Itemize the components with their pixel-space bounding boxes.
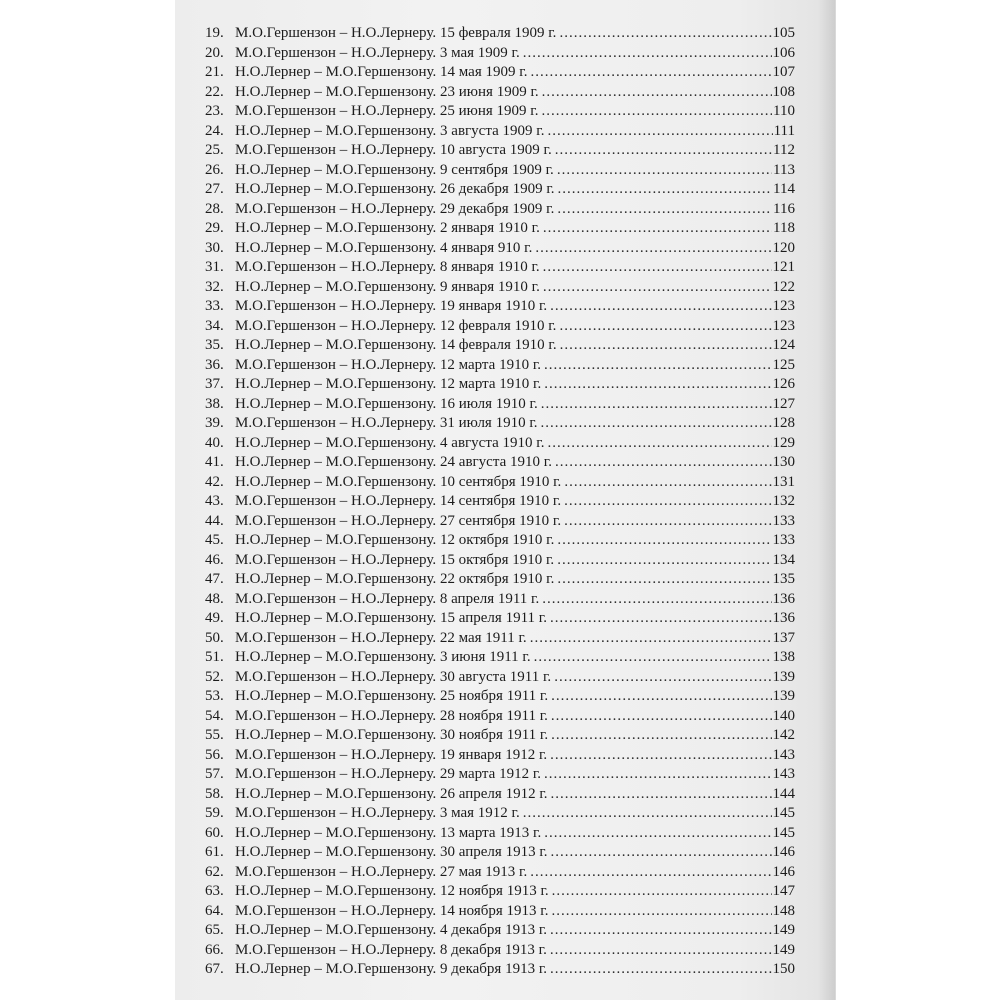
toc-entry-title: Н.О.Лернер – М.О.Гершензону. 9 декабря 1913 г. (235, 961, 548, 977)
toc-entry-title: Н.О.Лернер – М.О.Гершензону. 14 февраля 1910 г. (235, 337, 557, 353)
toc-page-number: 135 (772, 571, 795, 587)
toc-entry-number: 62. (205, 863, 224, 880)
toc-page-number: 145 (772, 824, 795, 841)
toc-dot-leader (550, 609, 772, 629)
toc-page-number: 111 (773, 122, 795, 139)
toc-dot-leader (543, 219, 772, 239)
toc-entry-title: М.О.Гершензон – Н.О.Лернеру. 8 января 1910 г. (235, 259, 540, 275)
toc-entry (205, 531, 795, 551)
toc-entry (205, 473, 795, 493)
toc-page-number: 123 (772, 298, 795, 314)
toc-page-number: 112 (773, 142, 795, 158)
toc-entry-title: Н.О.Лернер – М.О.Гершензону. 2 января 1910 г. (235, 220, 540, 236)
toc-dot-leader (544, 375, 771, 395)
toc-dot-leader (551, 843, 772, 863)
toc-entry (205, 843, 795, 863)
toc-entry-title: М.О.Гершензон – Н.О.Лернеру. 29 декабря 1909 г. (235, 200, 555, 217)
toc-page-number: 144 (772, 785, 795, 802)
toc-entry-title: Н.О.Лернер – М.О.Гершензону. 13 марта 1913 г. (235, 824, 542, 841)
toc-entry-title: Н.О.Лернер – М.О.Гершензону. 14 мая 1909 г. (235, 64, 528, 80)
toc-page-number: 133 (772, 532, 795, 548)
toc-entry-number: 46. (205, 551, 224, 568)
toc-entry-number: 50. (205, 629, 224, 646)
toc-entry (205, 492, 795, 512)
toc-entry-number: 26. (205, 161, 224, 178)
page-edge-shadow (818, 0, 836, 1000)
toc-dot-leader (557, 570, 771, 590)
toc-entry-number: 21. (205, 64, 224, 80)
toc-page-number: 149 (772, 941, 795, 958)
toc-dot-leader (551, 726, 771, 746)
toc-entry-number: 23. (205, 103, 224, 119)
toc-dot-leader (552, 882, 772, 902)
toc-entry-number: 56. (205, 746, 224, 763)
toc-page-number: 127 (772, 395, 795, 412)
toc-entry (205, 921, 795, 941)
toc-dot-leader (557, 161, 772, 181)
toc-dot-leader (555, 453, 772, 473)
toc-page-number: 123 (772, 317, 795, 334)
toc-page-number: 137 (772, 629, 795, 646)
toc-entry (205, 785, 795, 805)
toc-entry-title: Н.О.Лернер – М.О.Гершензону. 4 декабря 1913 г. (235, 922, 548, 938)
toc-entry (205, 609, 795, 629)
toc-entry (205, 395, 795, 415)
toc-page-number: 120 (772, 239, 795, 256)
toc-entry-title: М.О.Гершензон – Н.О.Лернеру. 25 июня 1909 г. (235, 103, 539, 119)
toc-entry (205, 258, 795, 278)
toc-page-number: 149 (772, 922, 795, 938)
toc-entry-title: Н.О.Лернер – М.О.Гершензону. 4 августа 1910 г. (235, 434, 545, 451)
toc-dot-leader (559, 317, 771, 337)
toc-page-number: 118 (773, 220, 795, 236)
toc-entry-number: 36. (205, 356, 224, 373)
toc-entry (205, 863, 795, 883)
toc-entry-title: Н.О.Лернер – М.О.Гершензону. 23 июня 1909 г. (235, 83, 539, 100)
toc-entry (205, 746, 795, 766)
toc-dot-leader (557, 531, 771, 551)
toc-page-number: 146 (772, 844, 795, 860)
toc-entry-number: 45. (205, 532, 224, 548)
toc-entry-title: М.О.Гершензон – Н.О.Лернеру. 15 октября 1910 г. (235, 551, 555, 568)
toc-entry (205, 63, 795, 83)
toc-entry-title: Н.О.Лернер – М.О.Гершензону. 10 сентября 1910 г. (235, 473, 562, 490)
toc-entry-title: М.О.Гершензон – Н.О.Лернеру. 27 сентября 1910 г. (235, 512, 562, 529)
toc-entry-title: Н.О.Лернер – М.О.Гершензону. 25 ноября 1911 г. (235, 688, 549, 704)
toc-entry-number: 64. (205, 902, 224, 919)
toc-entry-title: Н.О.Лернер – М.О.Гершензону. 22 октября 1910 г. (235, 571, 555, 587)
toc-dot-leader (541, 102, 772, 122)
toc-entry (205, 824, 795, 844)
toc-entry-number: 52. (205, 668, 224, 685)
toc-dot-leader (534, 648, 772, 668)
toc-entry-number: 33. (205, 298, 224, 314)
toc-page-number: 129 (772, 434, 795, 451)
toc-entry (205, 453, 795, 473)
table-of-contents (205, 24, 795, 980)
toc-entry (205, 317, 795, 337)
toc-entry-number: 58. (205, 785, 224, 802)
toc-dot-leader (557, 551, 771, 571)
toc-entry-number: 30. (205, 239, 224, 256)
toc-entry (205, 200, 795, 220)
toc-dot-leader (542, 590, 771, 610)
toc-page-number: 130 (772, 454, 795, 470)
toc-entry-number: 34. (205, 317, 224, 334)
toc-entry-number: 59. (205, 805, 224, 821)
toc-entry-title: М.О.Гершензон – Н.О.Лернеру. 31 июля 1910 г. (235, 415, 538, 431)
toc-page-number: 134 (772, 551, 795, 568)
toc-entry (205, 882, 795, 902)
toc-entry-title: М.О.Гершензон – Н.О.Лернеру. 19 января 1910 г. (235, 298, 548, 314)
toc-page-number: 105 (772, 25, 795, 41)
toc-page-number: 146 (772, 863, 795, 880)
toc-entry (205, 102, 795, 122)
toc-dot-leader (551, 707, 772, 727)
toc-entry (205, 551, 795, 571)
toc-entry (205, 804, 795, 824)
toc-dot-leader (543, 258, 772, 278)
toc-dot-leader (543, 278, 772, 298)
toc-page-number: 108 (772, 83, 795, 100)
toc-entry-number: 51. (205, 649, 224, 665)
toc-page-number: 139 (772, 668, 795, 685)
toc-entry-title: Н.О.Лернер – М.О.Гершензону. 9 сентября 1909 г. (235, 161, 554, 178)
toc-dot-leader (564, 512, 771, 532)
toc-entry-title: Н.О.Лернер – М.О.Гершензону. 15 апреля 1911 г. (235, 610, 547, 626)
toc-entry-title: М.О.Гершензон – Н.О.Лернеру. 19 января 1912 г. (235, 746, 548, 763)
toc-entry (205, 278, 795, 298)
toc-entry (205, 161, 795, 181)
toc-page-number: 110 (773, 103, 795, 119)
toc-dot-leader (560, 336, 772, 356)
toc-entry (205, 434, 795, 454)
toc-entry-number: 60. (205, 824, 224, 841)
toc-entry-number: 53. (205, 688, 224, 704)
toc-entry-title: М.О.Гершензон – Н.О.Лернеру. 22 мая 1911 г. (235, 629, 527, 646)
toc-page-number: 148 (772, 902, 795, 919)
toc-page-number: 125 (772, 356, 795, 373)
toc-dot-leader (551, 902, 771, 922)
toc-entry (205, 512, 795, 532)
toc-entry-number: 40. (205, 434, 224, 451)
toc-entry-title: М.О.Гершензон – Н.О.Лернеру. 15 февраля 1909 г. (235, 25, 557, 41)
toc-entry (205, 44, 795, 64)
toc-entry-number: 20. (205, 44, 224, 61)
toc-entry-number: 27. (205, 181, 224, 197)
toc-page-number: 121 (772, 259, 795, 275)
toc-dot-leader (554, 668, 771, 688)
toc-page-number: 124 (772, 337, 795, 353)
toc-entry (205, 83, 795, 103)
toc-entry-number: 67. (205, 961, 224, 977)
toc-entry-number: 28. (205, 200, 224, 217)
toc-dot-leader (564, 492, 771, 512)
toc-entry-title: Н.О.Лернер – М.О.Гершензону. 3 августа 1909 г. (235, 122, 545, 139)
toc-entry (205, 590, 795, 610)
toc-entry-title: М.О.Гершензон – Н.О.Лернеру. 10 августа 1909 г. (235, 142, 552, 158)
toc-entry-number: 63. (205, 883, 224, 899)
toc-entry-title: Н.О.Лернер – М.О.Гершензону. 16 июля 1910 г. (235, 395, 538, 412)
toc-entry-title: М.О.Гершензон – Н.О.Лернеру. 14 ноября 1913 г. (235, 902, 549, 919)
toc-dot-leader (544, 765, 771, 785)
toc-entry-title: М.О.Гершензон – Н.О.Лернеру. 12 февраля 1910 г. (235, 317, 557, 334)
toc-dot-leader (555, 141, 772, 161)
toc-page-number: 133 (772, 512, 795, 529)
toc-page-number: 145 (772, 805, 795, 821)
toc-page-number: 113 (773, 161, 795, 178)
toc-page-number: 143 (772, 746, 795, 763)
toc-entry-number: 57. (205, 766, 224, 782)
toc-entry-number: 66. (205, 941, 224, 958)
toc-entry-title: М.О.Гершензон – Н.О.Лернеру. 28 ноября 1911 г. (235, 707, 548, 724)
toc-entry (205, 219, 795, 239)
toc-entry (205, 765, 795, 785)
toc-entry-number: 22. (205, 83, 224, 100)
toc-dot-leader (550, 921, 771, 941)
toc-entry-number: 32. (205, 278, 224, 295)
toc-entry-title: Н.О.Лернер – М.О.Гершензону. 4 января 910 г. (235, 239, 533, 256)
toc-dot-leader (523, 804, 772, 824)
toc-entry-number: 35. (205, 337, 224, 353)
toc-entry (205, 687, 795, 707)
toc-dot-leader (530, 63, 771, 83)
toc-entry-title: Н.О.Лернер – М.О.Гершензону. 26 декабря 1909 г. (235, 181, 555, 197)
toc-entry (205, 356, 795, 376)
toc-dot-leader (550, 297, 771, 317)
toc-entry-number: 44. (205, 512, 224, 529)
toc-entry-title: Н.О.Лернер – М.О.Гершензону. 24 августа 1910 г. (235, 454, 552, 470)
toc-entry-title: М.О.Гершензон – Н.О.Лернеру. 29 марта 1912 г. (235, 766, 542, 782)
toc-entry (205, 122, 795, 142)
toc-entry-title: Н.О.Лернер – М.О.Гершензону. 30 ноября 1911 г. (235, 727, 549, 743)
toc-page-number: 147 (772, 883, 795, 899)
toc-page-number: 122 (772, 278, 795, 295)
toc-dot-leader (558, 180, 773, 200)
toc-page-number: 128 (772, 415, 795, 431)
toc-dot-leader (564, 473, 771, 493)
toc-entry-title: Н.О.Лернер – М.О.Гершензону. 12 октября 1910 г. (235, 532, 555, 548)
toc-dot-leader (559, 24, 771, 44)
toc-entry-title: Н.О.Лернер – М.О.Гершензону. 30 апреля 1913 г. (235, 844, 548, 860)
toc-entry-number: 54. (205, 707, 224, 724)
toc-page-number: 126 (772, 376, 795, 392)
toc-entry-title: Н.О.Лернер – М.О.Гершензону. 12 марта 1910 г. (235, 376, 542, 392)
toc-dot-leader (551, 785, 772, 805)
toc-entry (205, 902, 795, 922)
toc-page-number: 143 (772, 766, 795, 782)
toc-entry-number: 24. (205, 122, 224, 139)
toc-entry-number: 47. (205, 571, 224, 587)
toc-entry-number: 37. (205, 376, 224, 392)
toc-dot-leader (550, 960, 771, 980)
toc-dot-leader (550, 746, 771, 766)
toc-entry (205, 960, 795, 980)
toc-page-number: 116 (773, 200, 795, 217)
toc-dot-leader (530, 863, 771, 883)
toc-entry (205, 239, 795, 259)
toc-entry-title: М.О.Гершензон – Н.О.Лернеру. 3 мая 1912 г. (235, 805, 520, 821)
toc-entry (205, 336, 795, 356)
toc-entry-title: Н.О.Лернер – М.О.Гершензону. 12 ноября 1913 г. (235, 883, 549, 899)
toc-page-number: 150 (772, 961, 795, 977)
toc-entry-number: 29. (205, 220, 224, 236)
toc-dot-leader (544, 824, 771, 844)
toc-entry-number: 41. (205, 454, 224, 470)
toc-dot-leader (542, 83, 772, 103)
toc-entry-number: 43. (205, 493, 224, 509)
toc-entry (205, 297, 795, 317)
toc-entry (205, 726, 795, 746)
toc-entry (205, 707, 795, 727)
toc-dot-leader (547, 434, 771, 454)
toc-entry (205, 648, 795, 668)
toc-page-number: 131 (772, 473, 795, 490)
toc-entry-number: 65. (205, 922, 224, 938)
toc-entry (205, 570, 795, 590)
toc-dot-leader (530, 629, 772, 649)
toc-entry-title: М.О.Гершензон – Н.О.Лернеру. 27 мая 1913 г. (235, 863, 528, 880)
toc-entry-number: 38. (205, 395, 224, 412)
toc-entry (205, 141, 795, 161)
toc-entry-title: Н.О.Лернер – М.О.Гершензону. 9 января 1910 г. (235, 278, 540, 295)
toc-entry (205, 414, 795, 434)
toc-page-number: 138 (772, 649, 795, 665)
toc-dot-leader (535, 239, 771, 259)
toc-page-number: 106 (772, 44, 795, 61)
toc-entry (205, 180, 795, 200)
toc-entry-number: 42. (205, 473, 224, 490)
toc-entry-title: Н.О.Лернер – М.О.Гершензону. 26 апреля 1912 г. (235, 785, 548, 802)
toc-entry (205, 668, 795, 688)
toc-page-number: 136 (772, 610, 795, 626)
toc-entry-title: М.О.Гершензон – Н.О.Лернеру. 8 декабря 1913 г. (235, 941, 547, 958)
toc-page-number: 140 (772, 707, 795, 724)
toc-dot-leader (550, 941, 772, 961)
toc-entry-number: 39. (205, 415, 224, 431)
toc-entry (205, 941, 795, 961)
toc-entry-number: 25. (205, 142, 224, 158)
toc-entry-title: М.О.Гершензон – Н.О.Лернеру. 12 марта 1910 г. (235, 356, 542, 373)
toc-entry-title: М.О.Гершензон – Н.О.Лернеру. 3 мая 1909 г. (235, 44, 520, 61)
toc-dot-leader (541, 395, 772, 415)
toc-dot-leader (544, 356, 771, 376)
toc-entry (205, 24, 795, 44)
toc-page-number: 107 (772, 64, 795, 80)
toc-dot-leader (551, 687, 771, 707)
toc-dot-leader (547, 122, 772, 142)
toc-entry-number: 55. (205, 727, 224, 743)
toc-entry-number: 19. (205, 25, 224, 41)
toc-entry-title: М.О.Гершензон – Н.О.Лернеру. 8 апреля 1911 г. (235, 590, 540, 607)
toc-entry-number: 31. (205, 259, 224, 275)
toc-entry (205, 629, 795, 649)
toc-page-number: 114 (773, 181, 795, 197)
toc-entry-number: 49. (205, 610, 224, 626)
toc-entry (205, 375, 795, 395)
toc-page-number: 139 (772, 688, 795, 704)
toc-entry-number: 48. (205, 590, 224, 607)
toc-page-number: 136 (772, 590, 795, 607)
toc-entry-title: М.О.Гершензон – Н.О.Лернеру. 30 августа 1911 г. (235, 668, 552, 685)
toc-dot-leader (523, 44, 772, 64)
toc-entry-number: 61. (205, 844, 224, 860)
toc-page-number: 132 (772, 493, 795, 509)
toc-entry-title: Н.О.Лернер – М.О.Гершензону. 3 июня 1911 г. (235, 649, 531, 665)
toc-entry-title: М.О.Гершензон – Н.О.Лернеру. 14 сентября 1910 г. (235, 493, 562, 509)
toc-page-number: 142 (772, 727, 795, 743)
toc-dot-leader (541, 414, 772, 434)
toc-dot-leader (557, 200, 772, 220)
